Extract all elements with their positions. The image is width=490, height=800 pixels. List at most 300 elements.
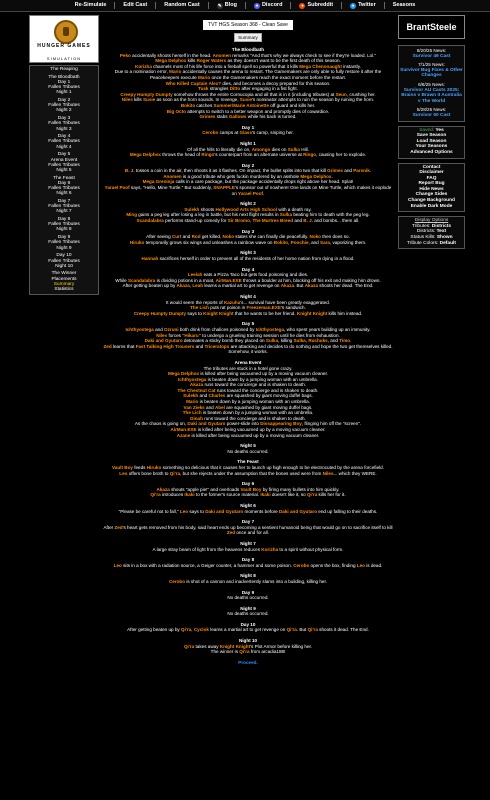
phase-nav-item[interactable]: Fallen Tributes — [48, 162, 80, 168]
event-text: , and — [327, 338, 340, 344]
tribute-name: Qi'ra — [181, 627, 192, 633]
day-title: The Bloodbath — [231, 47, 265, 52]
tribute-name: Leelah — [187, 272, 203, 278]
main-content — [102, 13, 394, 665]
event-text: calls in a care package, but the package accidentally drops right above her head. Splat! — [174, 179, 354, 185]
event-text: to the former's source material. — [194, 492, 261, 498]
event-text: . — [263, 190, 265, 196]
event-text: says to — [188, 508, 206, 514]
tribute-name: Dissappearing Boy — [260, 421, 302, 427]
proceed-link[interactable]: Proceed. — [238, 659, 258, 665]
change-background-link[interactable]: Change Background — [408, 198, 455, 204]
day-title: Day 1 — [241, 124, 255, 130]
tribute-name: Akaza — [189, 382, 204, 388]
tribute-name: Summer/Marie Antoinette — [213, 102, 270, 108]
day-section — [102, 443, 394, 454]
tribute-name: Sulka — [287, 146, 300, 152]
nav-random-cast[interactable]: Random Cast — [164, 1, 200, 8]
tribute-name: Yarael Poof — [104, 185, 130, 191]
tribute-name: Hollywood Arts High School — [215, 206, 278, 212]
phase-nav-item[interactable]: Day 3 — [57, 116, 71, 122]
day-title: Day 8 — [241, 557, 255, 563]
day-title: Day 4 — [241, 266, 255, 272]
save-season-link[interactable]: Save Season — [416, 133, 447, 139]
event-text: and — [194, 343, 205, 349]
event-line — [102, 218, 394, 224]
event-text: , crushing her. — [346, 91, 376, 97]
day-title: Night 9 — [240, 605, 256, 611]
event-line — [102, 649, 394, 655]
day-title: Day 5 — [241, 321, 255, 327]
event-text: sacrifices herself in order to prevent all of the residents of her home nation from dying in a flood. — [158, 256, 355, 261]
event-text: Due to a nomination error, — [114, 69, 170, 75]
phase-nav-item[interactable]: The Winner — [51, 271, 77, 277]
event-text: , and — [308, 239, 321, 245]
tribute-name: Cerobo — [293, 562, 310, 568]
phase-nav-item[interactable]: The Bloodbath — [48, 74, 80, 80]
event-text: accidentally shoots herself in the head. — [130, 52, 213, 58]
day-section — [102, 321, 394, 355]
tribute-name: Ringo — [201, 152, 215, 158]
tribute-name: Fast Talking High Trousers — [135, 343, 195, 349]
event-text: to a spirit without physical form. — [278, 546, 344, 552]
event-text: with a death ray. — [277, 206, 312, 212]
tribute-name: Creepy Humpty Dumpty — [133, 310, 187, 316]
phase-nav-item[interactable]: Fallen Tributes — [48, 204, 80, 210]
news-box — [398, 45, 465, 122]
tribute-name: Mario — [169, 69, 182, 75]
event-line — [102, 240, 394, 246]
event-text: After getting beaten up by — [122, 283, 177, 289]
event-text: after engaging in a fist fight. — [240, 86, 298, 92]
event-line — [102, 114, 394, 120]
tribute-name: Vault Boy — [240, 486, 262, 492]
event-text: kills him instead. — [327, 310, 363, 316]
event-text: is beaten down by a jumping woman with an umbrella. — [198, 399, 310, 405]
event-text: , — [189, 283, 193, 289]
event-text: , — [288, 239, 291, 245]
tribute-name: Noko — [309, 234, 321, 240]
tribute-name: Sulekh — [183, 393, 199, 399]
event-text: tosses a coin in the air, then shoots it as it flashes. On impact, the bullet splits into two that kill — [134, 168, 328, 174]
events-log — [102, 47, 394, 655]
tribute-name: Akaza — [304, 283, 319, 289]
phase-nav-item[interactable]: Summary — [53, 281, 75, 287]
phase-nav-item[interactable]: Night 8 — [56, 227, 72, 233]
tribute-name: Sulka — [293, 338, 306, 344]
event-text: sits in a box with a radiation source, a Geiger counter, a hammer and some poison. — [121, 562, 294, 568]
hide-news-link[interactable]: Hide News — [419, 186, 444, 192]
event-line — [102, 185, 394, 196]
day-section — [102, 503, 394, 514]
event-line — [102, 563, 394, 569]
day-title: Night 3 — [240, 250, 256, 256]
nav-divider — [208, 2, 209, 9]
event-text: . But — [296, 627, 308, 633]
tribute-name: Qi'ra — [307, 627, 318, 633]
nav-twitter[interactable] — [345, 2, 381, 10]
day-title: Night 10 — [238, 638, 258, 644]
event-line — [102, 611, 394, 617]
phase-nav-item[interactable]: Fallen Tributes — [48, 258, 80, 264]
phase-nav — [29, 65, 99, 295]
event-text: that he wants to be her friend. — [233, 310, 297, 316]
tribute-name: Ruchuks — [308, 338, 328, 344]
event-text: forces — [167, 332, 183, 338]
news-link[interactable]: Survivor 49 Cast — [412, 53, 451, 59]
tribute-name: Bokito — [180, 102, 196, 108]
phase-nav-item[interactable]: Day 7 — [57, 198, 71, 204]
event-text: is dead. — [364, 562, 383, 568]
day-section — [102, 606, 394, 617]
event-text: kills her for it. — [317, 492, 346, 498]
phase-nav-item[interactable]: Night 2 — [56, 108, 72, 114]
day-title: Day 6 — [241, 481, 255, 487]
event-text: , but she rejects under the assumption that the bones used were from — [180, 470, 323, 476]
event-text: No deaths occurred. — [227, 595, 269, 601]
event-text: power-slide into — [225, 421, 261, 427]
day-title: Night 4 — [240, 293, 256, 299]
proceed-section — [102, 660, 394, 666]
phase-nav-item[interactable]: Night 5 — [56, 167, 72, 173]
day-title: Night 1 — [240, 140, 256, 146]
phase-nav-item[interactable]: Night 7 — [56, 209, 72, 215]
mockingjay-icon — [54, 20, 78, 44]
brand-title[interactable]: BrantSteele — [398, 15, 465, 39]
tribute-name: Akaza — [156, 486, 170, 492]
day-title: Day 3 — [241, 228, 255, 234]
tribute-name: Sulka — [279, 212, 293, 218]
tribute-name: Daki and Gyutaro — [278, 508, 318, 514]
tribute-name: Qi'ra — [183, 643, 195, 649]
event-text: says, "Hello, Mine Turtle." But suddenly, — [129, 185, 214, 191]
day-section — [102, 250, 394, 261]
tribute-name: Zed — [103, 343, 112, 349]
tribute-name: Noko — [222, 234, 234, 240]
event-text: are squashed by giant moving duffel bags. — [225, 393, 313, 399]
nav-divider — [290, 2, 291, 9]
phase-nav-item[interactable]: Night 3 — [56, 126, 72, 132]
event-text: moments before — [243, 508, 279, 514]
tribute-name: Ichthyostega — [178, 376, 207, 382]
phase-nav-item[interactable]: Fallen Tributes — [48, 85, 80, 91]
event-text: "Please be careful not to fall," — [118, 508, 180, 514]
tribute-name: Dinah — [190, 415, 203, 421]
tribute-name: Mega Delphox — [129, 152, 161, 158]
nav-divider — [155, 2, 156, 9]
day-title: Night 2 — [240, 201, 256, 207]
event-text: while his back is turned. — [246, 114, 297, 120]
nav-discord[interactable] — [249, 2, 287, 10]
event-text: runs toward the concierge and is shaken to death. — [202, 415, 306, 421]
event-text: runs toward the concierge and is shaken to death. — [203, 382, 307, 388]
day-title: Day 2 — [241, 162, 255, 168]
tribute-name: Creepy Humpty Dumpty — [120, 91, 173, 97]
event-text: then does so. — [320, 234, 350, 240]
option-tribute-colors[interactable]: Tribute Colors: Default — [407, 240, 456, 246]
phase-nav-item[interactable]: Night 10 — [55, 263, 73, 269]
hunger-games-logo[interactable] — [29, 15, 99, 63]
nav-subreddit[interactable] — [294, 2, 338, 10]
event-text: , causing her to explode. — [316, 152, 367, 158]
tribute-name: Knight Knight — [203, 310, 234, 316]
tribute-name: Ichthyostega — [255, 326, 285, 332]
day-section — [102, 638, 394, 655]
phase-nav-item[interactable]: Statistics — [54, 287, 74, 293]
option-districts[interactable]: Districts: Text — [416, 229, 447, 235]
your-seasons-link[interactable]: Your Seasons — [415, 144, 448, 150]
phase-nav-item[interactable]: The Reaping — [50, 67, 78, 72]
phase-nav-item[interactable]: Day 2 — [57, 98, 71, 104]
event-text: remarks "And that's why we always check to see if they're loaded. Lol." — [230, 52, 377, 58]
event-text: Hill. — [299, 146, 309, 152]
event-text: and — [198, 393, 209, 399]
phase-nav-item[interactable]: Day 6 — [57, 180, 71, 186]
event-text: feeds — [132, 465, 147, 470]
tribute-name: Azane — [176, 432, 191, 438]
day-title: Night 6 — [240, 502, 256, 508]
day-title: Day 9 — [241, 589, 255, 595]
phase-nav-item[interactable]: Night 9 — [56, 245, 72, 251]
tribute-name: Van Zieks — [183, 404, 205, 410]
day-section — [102, 163, 394, 197]
tribute-name: Ming — [126, 212, 138, 218]
event-text: learns a martial art to get revenge on — [208, 627, 287, 633]
event-text: After — [103, 524, 115, 530]
faq-link[interactable]: FAQ — [426, 175, 437, 181]
phase-nav-item[interactable]: Day 10 — [56, 253, 72, 259]
event-text: are attacking and decides to do nothing and hope the two get themselves killed. Somehow, it works. — [228, 343, 393, 355]
event-text: , killing — [278, 338, 294, 344]
tribute-name: Sulekh — [184, 206, 200, 212]
tribute-name: Mario — [186, 399, 199, 405]
event-text: end up falling to their deaths. — [317, 508, 378, 514]
day-section — [102, 459, 394, 476]
event-text: are squashed by giant moving duffel bags. — [224, 404, 313, 410]
tribute-name: Parsnik — [353, 168, 370, 174]
tribute-name: Freezeman.EXE — [246, 305, 282, 311]
tribute-name: Hiruko — [129, 239, 145, 245]
phase-nav-item[interactable]: Night 4 — [56, 144, 72, 150]
tribute-name: Niles — [322, 470, 334, 476]
nav-blog-label: Blog — [224, 1, 237, 8]
logo-title: HUNGER GAMES — [37, 43, 91, 49]
event-text: kills — [132, 97, 143, 103]
news-link[interactable]: Survivor Bug Fixes & Other Changes — [400, 67, 463, 79]
event-text: and — [204, 404, 215, 410]
tribute-name: Sir Bromo — [227, 218, 250, 224]
disclaimer-link[interactable]: Disclaimer — [419, 170, 444, 176]
load-season-link[interactable]: Load Season — [416, 138, 447, 144]
tribute-name: Susie — [239, 97, 253, 103]
news-link[interactable]: Survivor 50 Cast — [412, 112, 451, 118]
event-text: As the chaos is going on, — [134, 421, 188, 427]
event-text: , who spent years building up an immunity. — [284, 326, 371, 332]
event-text: is beaten down by a jumping woman with an umbrella. — [201, 410, 314, 416]
event-text: says to — [186, 310, 204, 316]
phase-nav-item[interactable]: Night 1 — [56, 90, 72, 96]
tribute-name: The Murtres Breed — [252, 218, 294, 224]
blog-icon: ✎ — [217, 2, 222, 8]
event-text: catches — [195, 102, 214, 108]
event-text: channels most of his life force into a fireball spell so powerful that it kills — [151, 63, 300, 69]
phase-nav-item[interactable]: Day 4 — [57, 134, 71, 140]
tribute-name: Akaza — [176, 283, 190, 289]
contact-link[interactable]: Contact — [422, 164, 441, 170]
report-bug-link[interactable]: Report Bug — [418, 181, 445, 187]
tribute-name: Korizha — [261, 546, 279, 552]
day-section — [102, 201, 394, 223]
nav-edit-cast[interactable]: Edit Cast — [123, 1, 148, 8]
tribute-name: Abel — [214, 404, 225, 410]
tribute-name: Daki and Gyutaro — [144, 338, 183, 344]
event-text: No deaths occurred. — [227, 611, 269, 617]
phase-nav-item[interactable]: Day 9 — [57, 235, 71, 241]
event-text: and — [342, 168, 354, 174]
event-text: . — [350, 338, 352, 344]
tribute-name: Tusk — [198, 86, 209, 92]
event-text: Of all the hills to literally die on, — [187, 146, 252, 152]
news-date: 5/28/25 News: — [416, 107, 447, 113]
event-text: 's sandwich. — [281, 305, 306, 311]
event-text: accidentally causes the arena to restart. The Gamemakers are only able to fully restore it after the Peacekeepers execute — [149, 69, 382, 80]
event-text: It would seem the reports of — [165, 299, 224, 305]
phase-nav-item[interactable]: Fallen Tributes — [48, 222, 80, 228]
reddit-icon: ● — [301, 2, 304, 8]
event-text: camps at — [218, 130, 240, 136]
event-text: strangles — [208, 86, 230, 92]
event-line — [102, 311, 394, 317]
phase-nav-item[interactable]: Placements — [51, 276, 77, 282]
event-line — [102, 525, 394, 536]
option-status-kills[interactable]: Status Kills: Shown — [410, 235, 453, 241]
phase-nav-item[interactable]: Fallen Tributes — [48, 103, 80, 109]
event-text: performs stand-up comedy for — [163, 218, 228, 224]
event-text: offers bone broth to — [127, 470, 170, 476]
tribute-name: Mario — [197, 74, 211, 80]
tribute-name: Qi'ra — [239, 649, 250, 655]
nav-resimulate[interactable]: Re-Simulate — [74, 1, 107, 8]
event-text: , — [191, 627, 194, 633]
summary-button[interactable]: Summary — [234, 33, 262, 42]
tribute-name: Leah — [192, 283, 204, 289]
tribute-name: Hannah — [141, 256, 159, 261]
event-text: dies, and becomes a decoy prepared for this season. — [221, 80, 331, 86]
tribute-name: Anomen — [212, 52, 231, 58]
enable-dark-mode-link[interactable]: Enable Dark Mode — [410, 203, 453, 209]
event-text: learns a martial art to get revenge on — [203, 283, 281, 289]
tribute-name: The Lich — [182, 410, 202, 416]
event-text: shoots her dead. The End. — [318, 283, 374, 289]
phase-nav-item[interactable]: Day 5 — [57, 152, 71, 158]
tribute-name: Daki and Gyutaro — [205, 508, 244, 514]
day-title: Arena Event — [234, 359, 262, 365]
event-text: introduces — [160, 492, 185, 498]
event-text: , vaporizing them. — [329, 239, 367, 245]
event-text: gains a peg leg after losing a leg in battle, but his next flight results in — [137, 212, 280, 218]
tribute-name: Grimes — [327, 168, 343, 174]
day-section — [102, 519, 394, 536]
option-tributes[interactable]: Tributes: Districts — [411, 223, 452, 229]
tribute-name: B. J. — [124, 168, 135, 174]
tribute-name: Mega Chenonaught — [299, 63, 342, 69]
phase-nav-item[interactable]: Day 1 — [57, 79, 71, 85]
tribute-name: Cerobo — [202, 130, 219, 136]
event-line — [102, 579, 394, 585]
event-text: . But — [294, 283, 305, 289]
tribute-name: Bokito — [273, 239, 289, 245]
event-text: . — [369, 168, 372, 174]
tribute-name: Niles — [156, 332, 168, 338]
event-text: doesn't like it, so — [270, 492, 307, 498]
day-section — [102, 590, 394, 601]
phase-nav-item[interactable]: Fallen Tributes — [48, 240, 80, 246]
tribute-name: Gallows — [228, 114, 247, 120]
event-text: once the Gamemakers reach the exact moment before the restart. — [210, 74, 347, 80]
day-section — [102, 541, 394, 552]
phase-nav-item[interactable]: Night 6 — [56, 191, 72, 197]
tribute-name: AirMan.EXE — [170, 427, 197, 433]
tribute-name: Leo — [119, 470, 128, 476]
phase-nav-item[interactable]: Fallen Tributes — [48, 186, 80, 192]
tribute-name: Roger Waters — [196, 58, 227, 64]
tribute-name: Rod — [191, 234, 201, 240]
tribute-name: Ichthyostega — [125, 326, 154, 332]
phase-nav-item[interactable]: Fallen Tributes — [48, 121, 80, 127]
phase-nav-item[interactable]: Arena Event — [50, 157, 78, 163]
event-text: get killed, — [200, 234, 223, 240]
news-link[interactable]: Survivor AU Casts 2025: Brains v Brawn II Australia v The World — [401, 87, 462, 104]
tribute-name: Hiruko — [146, 465, 162, 470]
event-text: takes away — [194, 643, 220, 649]
event-text: 's counterpart from an alternate universe at — [214, 152, 304, 158]
change-sides-link[interactable]: Change Sides — [415, 192, 448, 198]
tribute-name: Qi'ra — [286, 627, 297, 633]
event-text: detonates a sticky bomb they placed on — [182, 338, 266, 344]
tribute-name: Triceratops — [204, 343, 230, 349]
tribute-name: Scandalabra — [128, 277, 156, 283]
phase-nav-item[interactable]: The Feast — [53, 175, 75, 181]
event-text: by firing many bullets into him quickly. — [261, 486, 340, 492]
event-text: something so delicious that it causes her to launch up high enough to be electrocuted by the arena forcefield. — [161, 465, 384, 470]
event-text: throws a boulder at him, blocking off his exit and making him drown. — [241, 277, 381, 283]
phase-nav-item[interactable]: Fallen Tributes — [48, 139, 80, 145]
day-title: Night 7 — [240, 540, 256, 546]
phase-nav-item[interactable]: Day 8 — [57, 217, 71, 223]
day-title: Night 5 — [240, 443, 256, 449]
event-text: once and for all. — [235, 530, 270, 536]
event-text: opens the box, finding — [309, 562, 357, 568]
event-text: from arcadia188! — [249, 649, 286, 655]
event-text: to undergo a grueling training session until he dies from exhaustion. — [200, 332, 340, 338]
nav-blog[interactable] — [212, 2, 242, 10]
event-text: throws the head of — [160, 152, 202, 158]
nav-divider — [114, 2, 115, 9]
nav-seasons[interactable]: Seasons — [392, 1, 416, 8]
tribute-name: The Lich — [190, 305, 209, 311]
tribute-name: Zed — [226, 530, 236, 536]
logo-subtitle: SIMULATION — [46, 56, 82, 61]
season-select[interactable]: TVT HGS Season 368 - Clean Save — [203, 20, 293, 30]
tribute-name: Kazuha — [223, 299, 241, 305]
advanced-options-link[interactable]: Advanced Options — [410, 149, 453, 155]
tribute-name: Mega Greninja — [142, 179, 175, 185]
event-text: 's sponsor out of nowhere! One lands on Mine Turtle, which makes it explode on — [231, 185, 392, 196]
tribute-name: Leo — [179, 508, 189, 514]
tribute-name: Seun — [335, 91, 347, 97]
event-line — [102, 449, 394, 455]
tribute-name: Mega Delphox — [167, 371, 200, 377]
